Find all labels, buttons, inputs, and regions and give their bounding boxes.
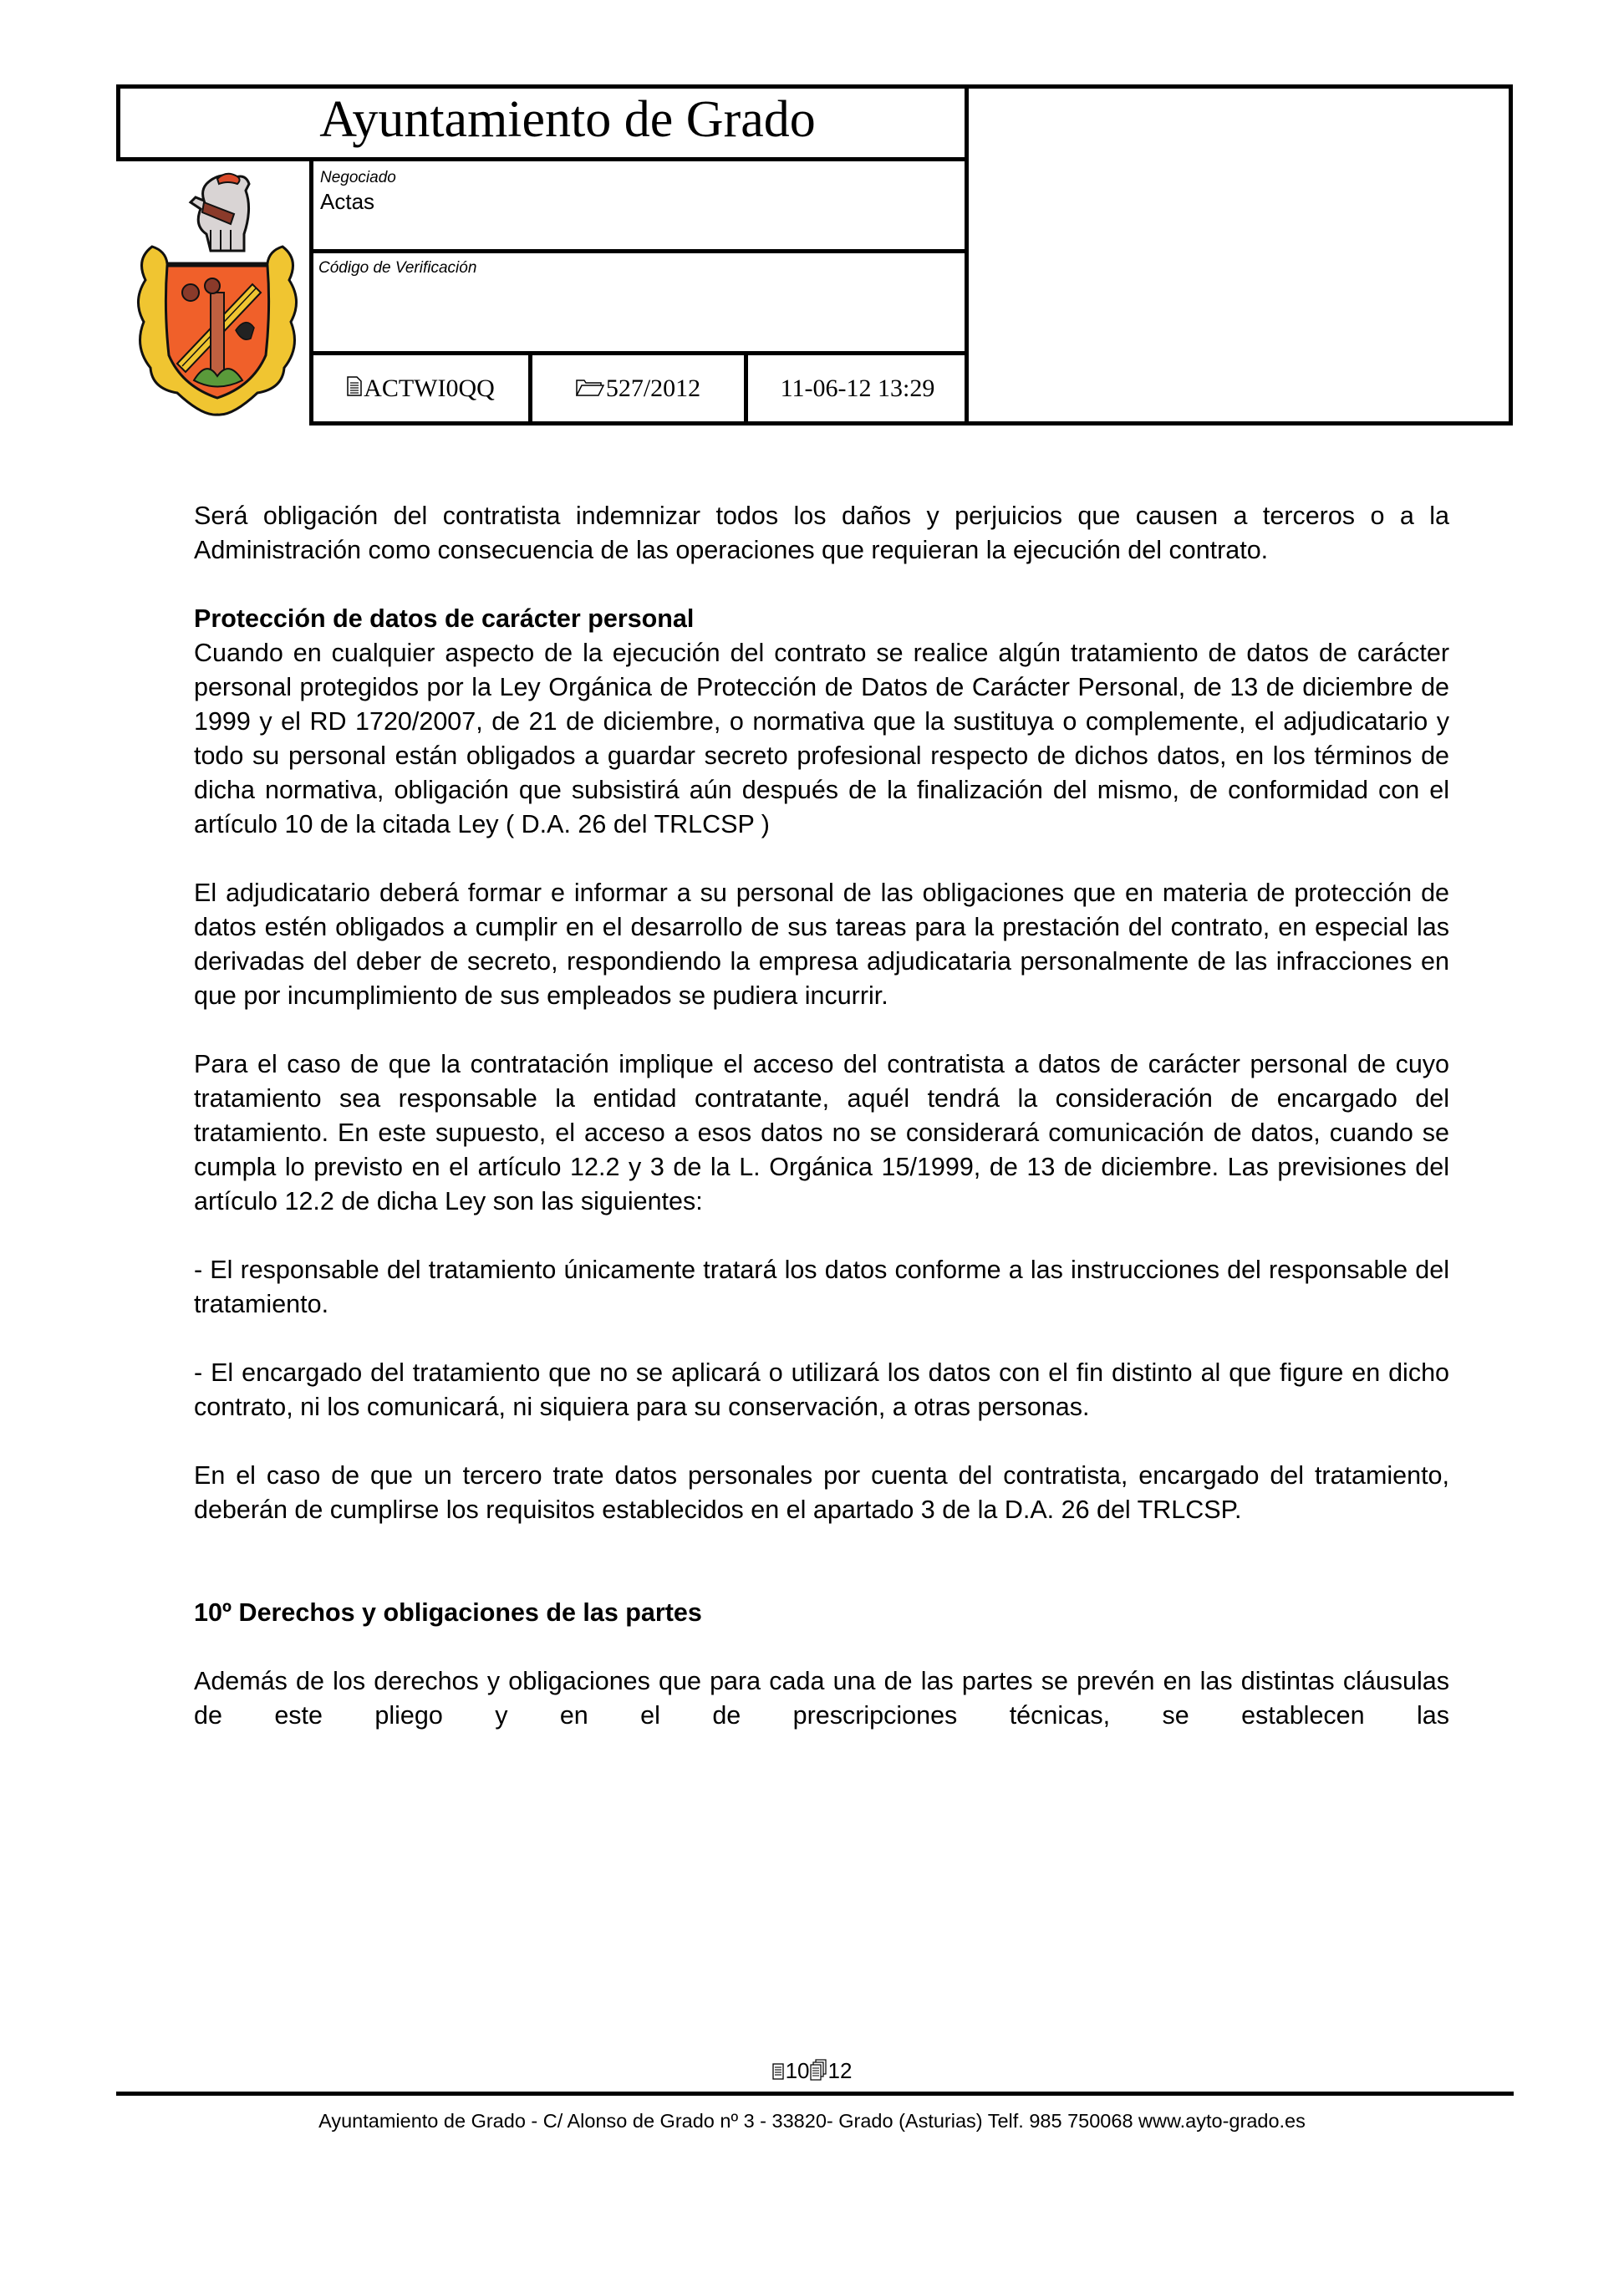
datetime-cell — [748, 355, 967, 421]
document-datetime: 11-06-12 13:29 — [780, 374, 935, 402]
paragraph-proteccion-datos: Cuando en cualquier aspecto de la ejecución del contrato se realice algún tratamiento de datos de carácter personal protegidos por la Ley Orgánica de Protección de Datos de Carácter Personal, de 13 de diciembre de 1999 y el RD 1720/2007, de 21 de diciembre, o normativa que la sustituya o complemente, el adjudicatario y todo su personal están obligados a guardar secreto profesional respecto de dichos datos, en los términos de dicha normativa, obligación que subsistirá aún después de la finalización del mismo, de conformidad con el artículo 10 de la citada Ley ( D.A. 26 del TRLCSP ) — [194, 639, 1449, 838]
page-title: Ayuntamiento de Grado — [319, 91, 816, 148]
current-page: 10 — [785, 2058, 810, 2083]
footer-address: Ayuntamiento de Grado - C/ Alonso de Grado nº 3 - 33820- Grado (Asturias) Telf. 985 750068 www.ayto-grado.es — [318, 2110, 1306, 2132]
paragraph-indemnizacion: Será obligación del contratista indemnizar todos los daños y perjuicios que causen a terceros o a la Administración como consecuencia de las operaciones que requieran la ejecución del contrato. — [194, 502, 1449, 564]
paragraph-acceso-datos: Para el caso de que la contratación implique el acceso del contratista a datos de carácter personal de cuyo tratamiento sea responsable la entidad contratante, aquél tendrá la consideración de encargado del tratamiento. En este supuesto, el acceso a esos datos no se considerará comunicación de datos, cuando se cumpla lo previsto en el artículo 12.2 y 3 de la L. Orgánica 15/1999, de 13 de diciembre. Las previsiones del artículo 12.2 de dicha Ley son las siguientes: — [194, 1050, 1449, 1215]
document-code-cell — [313, 355, 532, 421]
folder-icon — [576, 375, 604, 403]
header-info-grid — [309, 161, 967, 425]
file-number: 527/2012 — [605, 374, 701, 402]
codigo-verificacion-label: Código de Verificación — [318, 259, 477, 277]
pages-icon — [810, 2059, 827, 2086]
negociado-cell — [313, 161, 967, 253]
page-number — [0, 2058, 1624, 2086]
list-item-encargado: - El encargado del tratamiento que no se aplicará o utilizará los datos con el fin distinto al que figure en dicho contrato, ni los comunicará, ni siquiera para su conservación, a otras personas. — [194, 1358, 1449, 1421]
footer-divider — [116, 2092, 1514, 2096]
negociado-value: Actas — [320, 189, 375, 214]
coat-of-arms-icon — [127, 167, 308, 418]
total-pages: 12 — [827, 2058, 853, 2083]
header-stamp-box — [965, 84, 1513, 425]
coat-of-arms-logo — [127, 167, 308, 418]
page-icon — [772, 2060, 784, 2085]
document-code: ACTWI0QQ — [364, 374, 495, 402]
codigo-verificacion-cell — [313, 253, 967, 355]
section-heading-derechos-obligaciones: 10º Derechos y obligaciones de las partes — [194, 1598, 702, 1627]
header-title-box — [116, 84, 965, 161]
paragraph-tercero: En el caso de que un tercero trate datos personales por cuenta del contratista, encargado del tratamiento, deberán de cumplirse los requisitos establecidos en el apartado 3 de la D.A. 26 del TRLCSP. — [194, 1461, 1449, 1524]
paragraph-formacion-personal: El adjudicatario deberá formar e informar a su personal de las obligaciones que en materia de protección de datos estén obligados a cumplir en el desarrollo de sus tareas para la prestación del contrato, en especial las derivadas del deber de secreto, respondiendo la empresa adjudicataria personalmente de las infracciones en que por incumplimiento de sus empleados se pudiera incurrir. — [194, 879, 1449, 1010]
list-item-responsable: - El responsable del tratamiento únicamente tratará los datos conforme a las instrucciones del responsable del tratamiento. — [194, 1256, 1449, 1318]
header-reference-row — [313, 355, 967, 421]
document-icon — [347, 375, 362, 403]
file-number-cell — [532, 355, 748, 421]
section-heading-proteccion-datos: Protección de datos de carácter personal — [194, 604, 695, 633]
negociado-label: Negociado — [320, 169, 396, 186]
paragraph-derechos-obligaciones: Además de los derechos y obligaciones que para cada una de las partes se prevén en las distintas cláusulas de este pliego y en el de prescripciones técnicas, se establecen las — [194, 1667, 1449, 1730]
document-body — [194, 499, 1449, 1733]
